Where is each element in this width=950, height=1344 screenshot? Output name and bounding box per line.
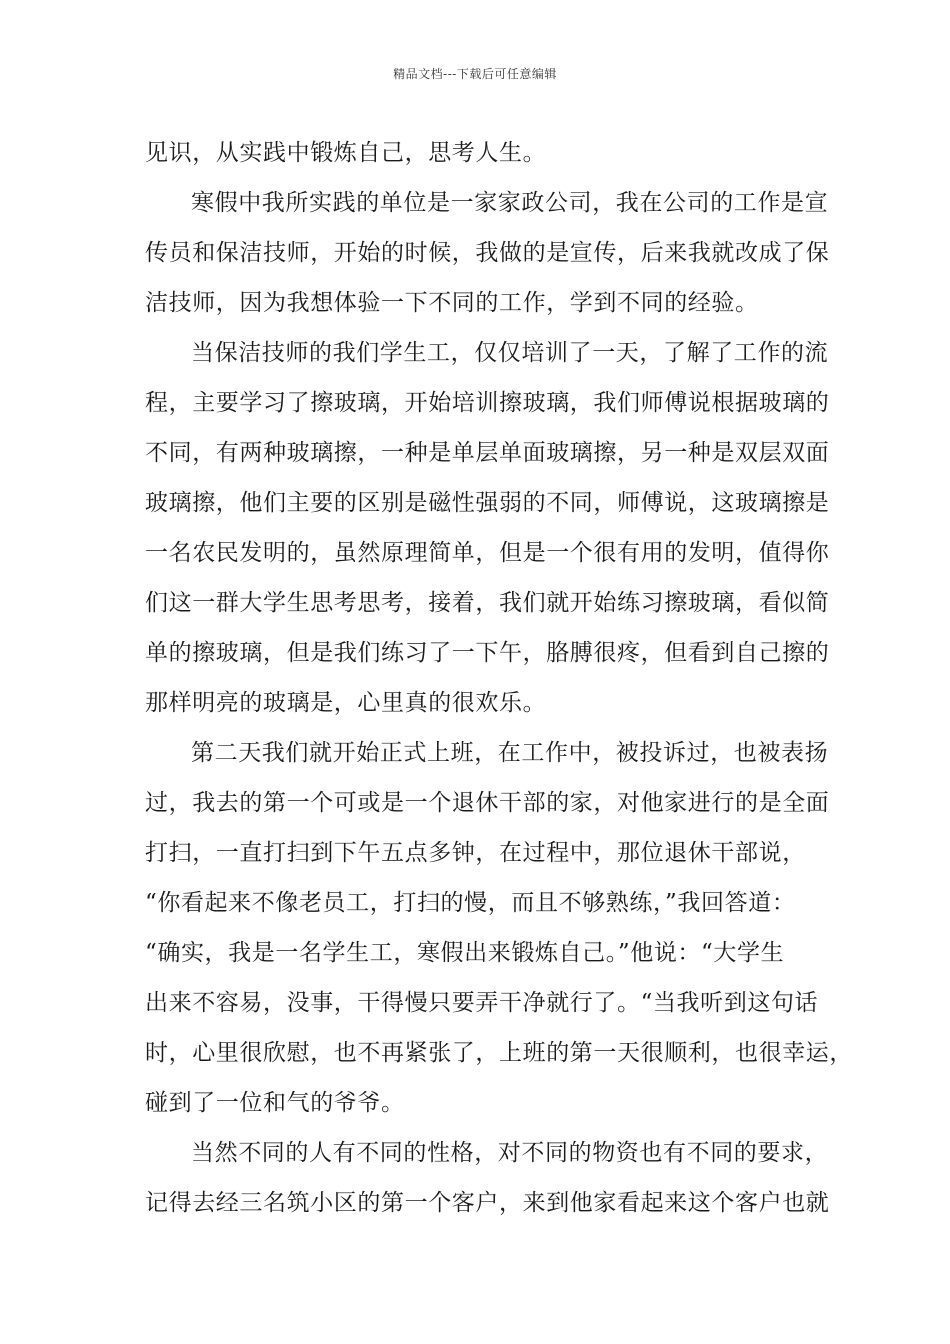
text-line: 过，我去的第一个可或是一个退休干部的家，对他家进行的是全面: [145, 790, 830, 816]
text-line: 不同，有两种玻璃擦，一种是单层单面玻璃擦，另一种是双层双面: [145, 440, 830, 466]
text-line: 程，主要学习了擦玻璃，开始培训擦玻璃，我们师傅说根据玻璃的: [145, 390, 830, 416]
text-line: 碰到了一位和气的爷爷。: [145, 1090, 405, 1116]
text-line: 打扫，一直打扫到下午五点多钟，在过程中，那位退休干部说，: [145, 840, 806, 866]
text-line: 见识，从实践中锻炼自己，思考人生。: [145, 140, 547, 166]
paragraph-first-line: 寒假中我所实践的单位是一家家政公司，我在公司的工作是宣: [191, 190, 829, 216]
text-line: “确实，我是一名学生工，寒假出来锻炼自己。”他说：“大学生: [145, 940, 785, 966]
paragraph-first-line: 当保洁技师的我们学生工，仅仅培训了一天，了解了工作的流: [191, 340, 829, 366]
text-line: 一名农民发明的，虽然原理简单，但是一个很有用的发明，值得你: [145, 540, 830, 566]
text-line: 们这一群大学生思考思考，接着，我们就开始练习擦玻璃，看似简: [145, 590, 830, 616]
text-line: 时，心里很欣慰，也不再紧张了，上班的第一天很顺利，也很幸运，: [145, 1040, 853, 1066]
text-line: 那样明亮的玻璃是，心里真的很欢乐。: [145, 690, 547, 716]
text-line: 玻璃擦，他们主要的区别是磁性强弱的不同，师傅说，这玻璃擦是: [145, 490, 830, 516]
page-header: 精品文档---下载后可任意编辑: [393, 67, 557, 81]
paragraph-first-line: 第二天我们就开始正式上班，在工作中，被投诉过，也被表扬: [191, 740, 829, 766]
text-line: 单的擦玻璃，但是我们练习了一下午，胳膊很疼，但看到自己擦的: [145, 640, 830, 666]
text-line: “你看起来不像老员工，打扫的慢，而且不够熟练，”我回答道：: [145, 890, 796, 916]
document-body: [145, 128, 853, 1228]
text-line: 记得去经三名筑小区的第一个客户，来到他家看起来这个客户也就: [145, 1190, 830, 1216]
text-line: 传员和保洁技师，开始的时候，我做的是宣传，后来我就改成了保: [145, 240, 830, 266]
text-line: 洁技师，因为我想体验一下不同的工作，学到不同的经验。: [145, 290, 759, 316]
paragraph-first-line: 当然不同的人有不同的性格，对不同的物资也有不同的要求，: [191, 1140, 829, 1166]
text-line: 出来不容易，没事，干得慢只要弄干净就行了。“当我听到这句话: [145, 990, 819, 1016]
